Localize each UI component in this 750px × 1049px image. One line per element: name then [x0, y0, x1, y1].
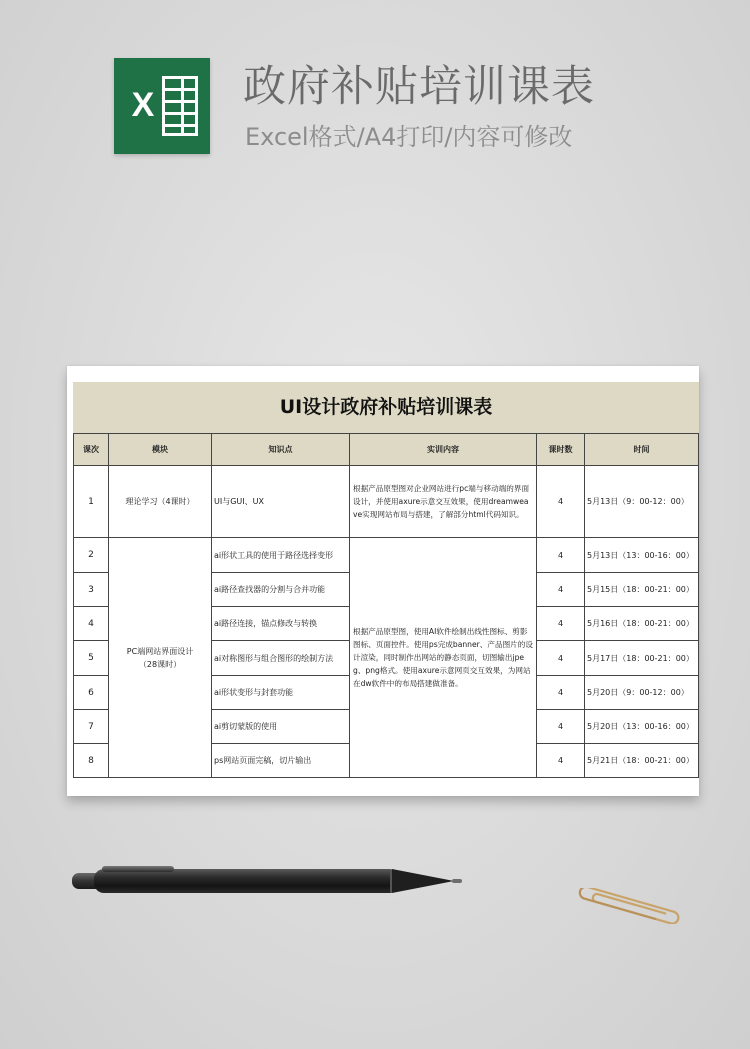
pen-tip: [452, 879, 462, 883]
row4-time: 5月16日（18：00-21：00）: [585, 607, 699, 641]
column-header-practice: 实训内容: [350, 433, 537, 466]
column-header-knowledge: 知识点: [212, 433, 350, 466]
merged-practice-cell: 根据产品原型图，使用AI软件绘制出线性图标、剪影图标、页面控件。使用ps完成banner、产品图片的设计渲染，同时制作出网站的静态页面，切图输出jpeg、png格式。使用axure示意网页交互效果，为网站在dw软件中的布局搭建做准备。: [350, 538, 537, 778]
excel-x-letter: X: [131, 86, 155, 124]
row1-hours: 4: [537, 466, 585, 538]
pen-cone: [392, 869, 454, 893]
row2-lesson-number: 2: [73, 538, 109, 573]
row8-lesson-number: 8: [73, 744, 109, 778]
row3-time: 5月15日（18：00-21：00）: [585, 573, 699, 607]
row1-knowledge: UI与GUI、UX: [212, 466, 350, 538]
row5-knowledge: ai对称图形与组合图形的绘制方法: [212, 641, 350, 676]
sheet-title: UI设计政府补贴培训课表: [73, 382, 699, 433]
column-header-time: 时间: [585, 433, 699, 466]
row1-lesson-number: 1: [73, 466, 109, 538]
row2-knowledge: ai形状工具的使用于路径选择变形: [212, 538, 350, 573]
row7-lesson-number: 7: [73, 710, 109, 744]
column-header-lesson: 课次: [73, 433, 109, 466]
row4-lesson-number: 4: [73, 607, 109, 641]
gold-paperclip-icon: [578, 888, 686, 924]
row8-time: 5月21日（18：00-21：00）: [585, 744, 699, 778]
row5-lesson-number: 5: [73, 641, 109, 676]
row8-knowledge: ps网站页面完稿，切片输出: [212, 744, 350, 778]
row1-practice: 根据产品原型图对企业网站进行pc端与移动端的界面设计，并使用axure示意交互效果，使用dreamweave实现网站布局与搭建，了解部分html代码知识。: [350, 466, 537, 538]
row6-lesson-number: 6: [73, 676, 109, 710]
row2-hours: 4: [537, 538, 585, 573]
row1-time: 5月13日（9：00-12：00）: [585, 466, 699, 538]
black-pen-icon: [72, 866, 464, 896]
row7-time: 5月20日（13：00-16：00）: [585, 710, 699, 744]
row6-hours: 4: [537, 676, 585, 710]
row3-hours: 4: [537, 573, 585, 607]
row4-knowledge: ai路径连接，锚点修改与转换: [212, 607, 350, 641]
row1-module: 理论学习（4课时）: [109, 466, 212, 538]
excel-grid-icon: [162, 76, 198, 136]
excel-logo-icon: [114, 58, 210, 154]
row3-lesson-number: 3: [73, 573, 109, 607]
merged-module-name: PC端网站界面设计: [126, 646, 194, 656]
row6-knowledge: ai形状变形与封套功能: [212, 676, 350, 710]
pen-body: [94, 869, 394, 893]
row8-hours: 4: [537, 744, 585, 778]
column-header-hours: 课时数: [537, 433, 585, 466]
row2-time: 5月13日（13：00-16：00）: [585, 538, 699, 573]
row7-knowledge: ai剪切蒙版的使用: [212, 710, 350, 744]
row7-hours: 4: [537, 710, 585, 744]
column-header-module: 模块: [109, 433, 212, 466]
row4-hours: 4: [537, 607, 585, 641]
page-subtitle: Excel格式/A4打印/内容可修改: [245, 123, 573, 151]
row5-hours: 4: [537, 641, 585, 676]
pen-clip: [102, 866, 174, 872]
row5-time: 5月17日（18：00-21：00）: [585, 641, 699, 676]
spreadsheet-preview: [67, 366, 699, 796]
merged-module-hours: （28课时）: [138, 659, 182, 669]
page-title: 政府补贴培训课表: [243, 62, 595, 112]
row6-time: 5月20日（9：00-12：00）: [585, 676, 699, 710]
merged-module-cell: [109, 538, 212, 778]
row3-knowledge: ai路径查找器的分割与合并功能: [212, 573, 350, 607]
